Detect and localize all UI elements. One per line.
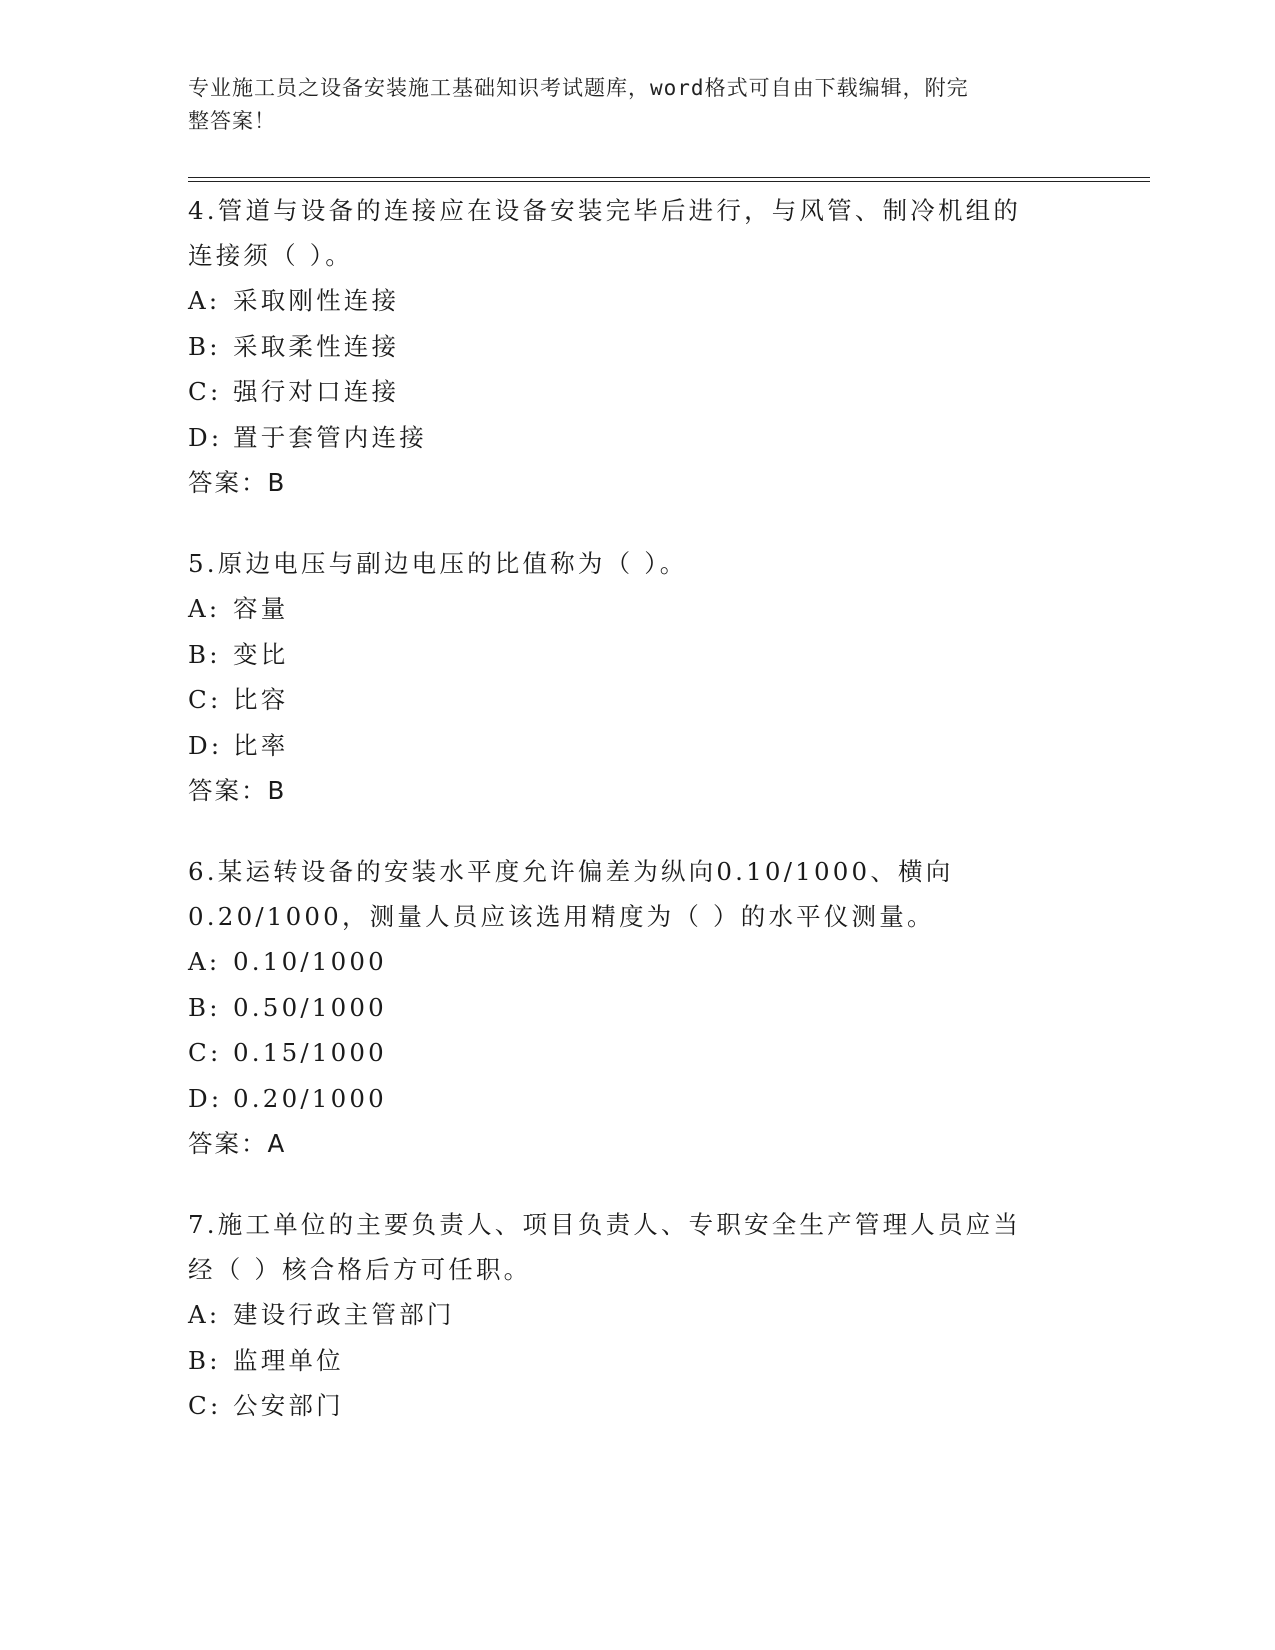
answer-line: 答案：B (188, 468, 287, 497)
answer-line: 答案：B (188, 776, 287, 805)
option-key: A: (188, 1300, 221, 1329)
option-d (188, 723, 1088, 769)
header-divider-bottom (188, 181, 1150, 182)
option-key: A: (188, 947, 221, 976)
question-list (188, 188, 1088, 1465)
option-key: A: (188, 594, 221, 623)
question-4 (188, 188, 1088, 505)
option-key: B: (188, 331, 221, 361)
option-key: B: (188, 639, 221, 669)
option-d (188, 415, 1088, 461)
question-7 (188, 1202, 1088, 1429)
option-key: A: (188, 286, 221, 315)
option-a (188, 586, 1088, 632)
option-text: 变比 (233, 639, 289, 669)
answer-line: 答案：A (188, 1129, 287, 1158)
option-text: 比容 (233, 685, 289, 714)
option-text: 监理单位 (233, 1345, 344, 1375)
option-text: 公安部门 (233, 1391, 344, 1420)
option-c (188, 677, 1088, 723)
header-divider-top (188, 177, 1150, 178)
option-c (188, 1383, 1088, 1429)
option-text: 容量 (233, 594, 289, 623)
question-6 (188, 849, 1088, 1166)
option-text: 0.20/1000 (233, 1083, 387, 1113)
question-stem-line: 4.管道与设备的连接应在设备安装完毕后进行，与风管、制冷机组的 (188, 196, 1022, 225)
option-a (188, 939, 1088, 985)
option-key: B: (188, 992, 221, 1022)
option-a (188, 1292, 1088, 1338)
option-key: D: (188, 1083, 223, 1113)
option-d (188, 1076, 1088, 1122)
question-stem-line: 连接须（ ）。 (188, 241, 353, 270)
option-text: 强行对口连接 (233, 377, 400, 406)
question-stem-line: 0.20/1000，测量人员应该选用精度为（ ）的水平仪测量。 (188, 902, 935, 931)
option-text: 0.15/1000 (233, 1038, 387, 1067)
option-b (188, 324, 1088, 370)
option-key: C: (188, 685, 222, 714)
option-key: C: (188, 1038, 222, 1067)
option-key: C: (188, 377, 222, 406)
option-text: 0.50/1000 (233, 992, 387, 1022)
option-b (188, 1338, 1088, 1384)
question-stem-line: 5.原边电压与副边电压的比值称为（ ）。 (188, 549, 688, 578)
question-5 (188, 541, 1088, 813)
option-text: 置于套管内连接 (233, 422, 427, 452)
document-header (188, 72, 1068, 138)
question-stem-line: 6.某运转设备的安装水平度允许偏差为纵向0.10/1000、横向 (188, 857, 954, 886)
question-stem-line: 经（ ）核合格后方可任职。 (188, 1255, 532, 1284)
option-a (188, 278, 1088, 324)
option-c (188, 1030, 1088, 1076)
option-key: D: (188, 730, 223, 760)
option-key: D: (188, 422, 223, 452)
header-line-1: 专业施工员之设备安装施工基础知识考试题库，word格式可自由下载编辑，附完 (188, 76, 969, 100)
option-text: 采取刚性连接 (233, 286, 400, 315)
option-b (188, 632, 1088, 678)
option-text: 建设行政主管部门 (233, 1300, 455, 1329)
option-text: 采取柔性连接 (233, 331, 400, 361)
option-c (188, 369, 1088, 415)
question-stem-line: 7.施工单位的主要负责人、项目负责人、专职安全生产管理人员应当 (188, 1210, 1022, 1239)
option-text: 0.10/1000 (233, 947, 387, 976)
option-b (188, 985, 1088, 1031)
header-line-2: 整答案！ (188, 109, 276, 133)
option-key: C: (188, 1391, 222, 1420)
option-key: B: (188, 1345, 221, 1375)
option-text: 比率 (233, 730, 289, 760)
